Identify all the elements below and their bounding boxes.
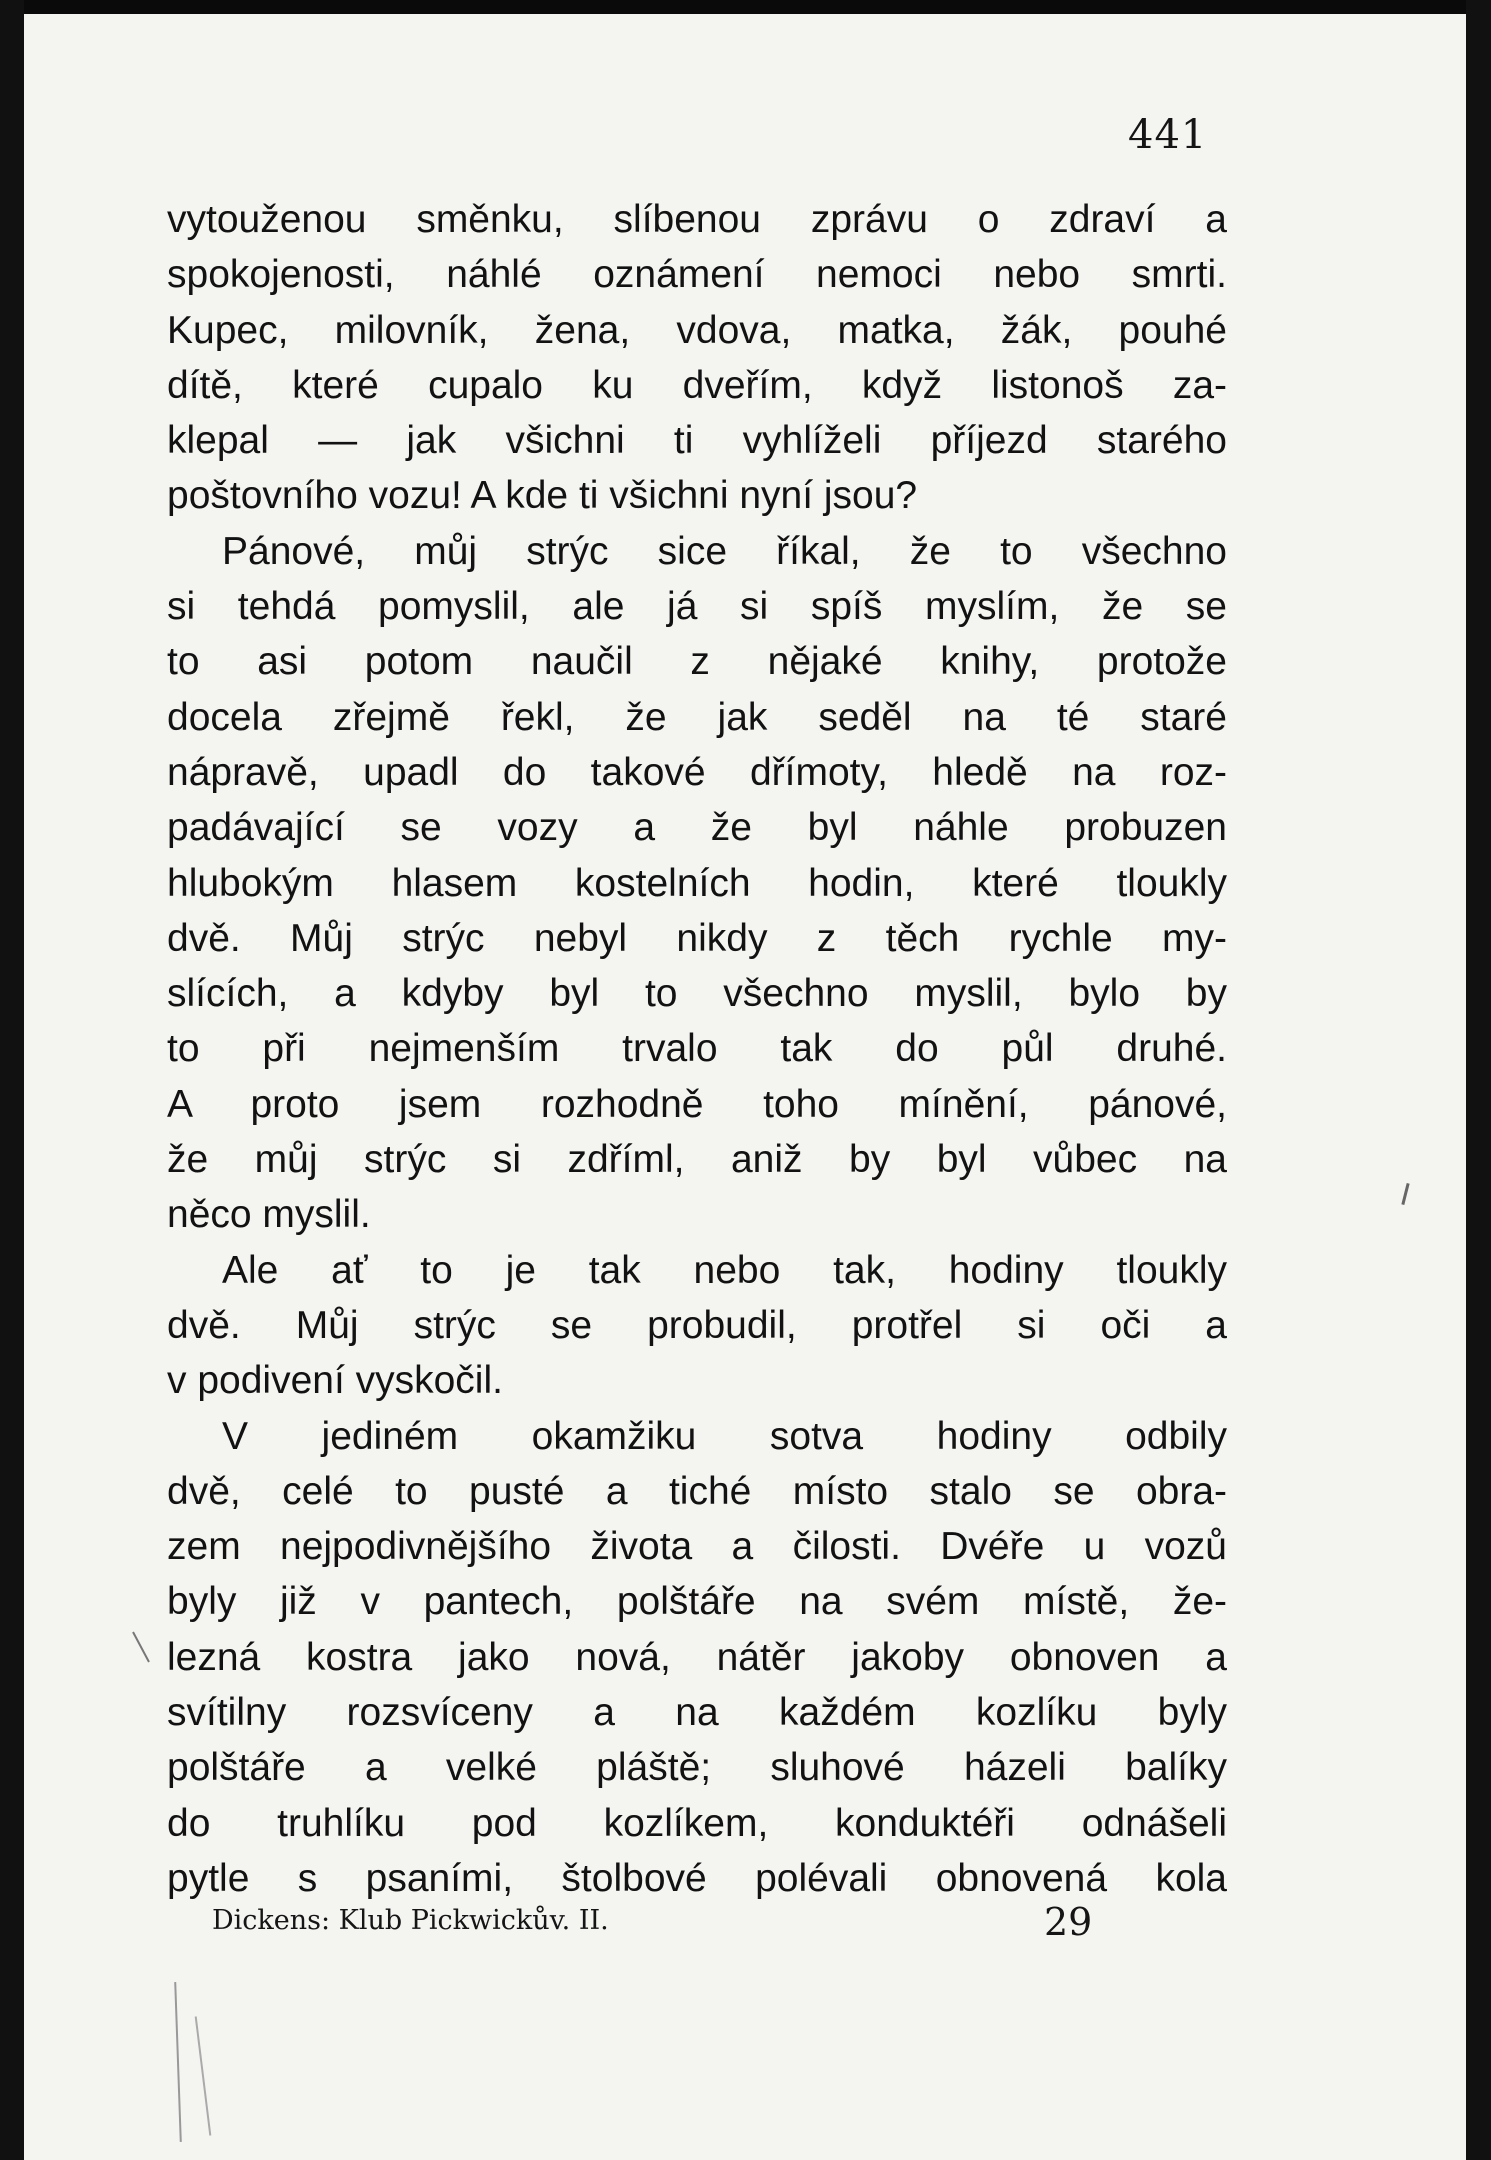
text-line: polštáře a velké pláště; sluhové házeli balíky [167,1746,1227,1790]
text-line: byly již v pantech, polštáře na svém místě, že- [167,1580,1227,1624]
text-line: dítě, které cupalo ku dveřím, když listonoš za- [167,363,1227,407]
text-line: nápravě, upadl do takové dřímoty, hledě na roz- [167,750,1227,794]
text-line: spokojenosti, náhlé oznámení nemoci nebo smrti. [167,253,1227,297]
text-line: poštovního vozu! A kde ti všichni nyní jsou? [167,474,918,518]
text-line: svítilny rozsvíceny a na každém kozlíku byly [167,1691,1227,1735]
body-text [167,192,1227,1906]
text-line: docela zřejmě řekl, že jak seděl na té staré [167,695,1227,739]
text-line: dvě. Můj strýc se probudil, protřel si oči a [167,1303,1227,1347]
text-line: v podivení vyskočil. [167,1359,503,1403]
text-line: Kupec, milovník, žena, vdova, matka, žák, pouhé [167,308,1227,352]
left-binding-shadow [0,0,24,2160]
text-line: to při nejmenším trvalo tak do půl druhé. [167,1027,1227,1071]
text-line: Pánové, můj strýc sice říkal, že to všechno [222,529,1227,573]
text-line: dvě. Můj strýc nebyl nikdy z těch rychle my- [167,916,1227,960]
text-line: to asi potom naučil z nějaké knihy, protože [167,640,1227,684]
text-line: něco myslil. [167,1193,371,1237]
text-line: hlubokým hlasem kostelních hodin, které tloukly [167,861,1227,905]
right-page-edge [1466,0,1491,2160]
text-line: pytle s psaními, štolbové polévali obnovená kola [167,1856,1227,1900]
text-line: zem nejpodivnějšího života a čilosti. Dvéře u vozů [167,1525,1227,1569]
text-line: dvě, celé to pusté a tiché místo stalo se obra- [167,1469,1227,1513]
signature-number: 29 [1044,1900,1093,1944]
book-signature-footer: Dickens: Klub Pickwickův. II. [212,1905,609,1936]
text-line: do truhlíku pod kozlíkem, konduktéři odnášeli [167,1801,1227,1845]
text-line: Ale ať to je tak nebo tak, hodiny tloukly [222,1248,1227,1292]
text-line: lezná kostra jako nová, nátěr jakoby obnoven a [167,1635,1227,1679]
text-line: slících, a kdyby byl to všechno myslil, bylo by [167,972,1227,1016]
text-line: si tehdá pomyslil, ale já si spíš myslím, že se [167,585,1227,629]
text-line: vytouženou směnku, slíbenou zprávu o zdraví a [167,198,1227,241]
text-line: že můj strýc si zdříml, aniž by byl vůbec na [167,1138,1227,1182]
text-line: klepal — jak všichni ti vyhlíželi příjezd starého [167,419,1227,463]
text-line: A proto jsem rozhodně toho mínění, pánové, [167,1082,1227,1126]
text-line: padávající se vozy a že byl náhle probuzen [167,806,1227,850]
page-number: 441 [1128,112,1208,158]
text-line: V jediném okamžiku sotva hodiny odbily [222,1414,1227,1458]
